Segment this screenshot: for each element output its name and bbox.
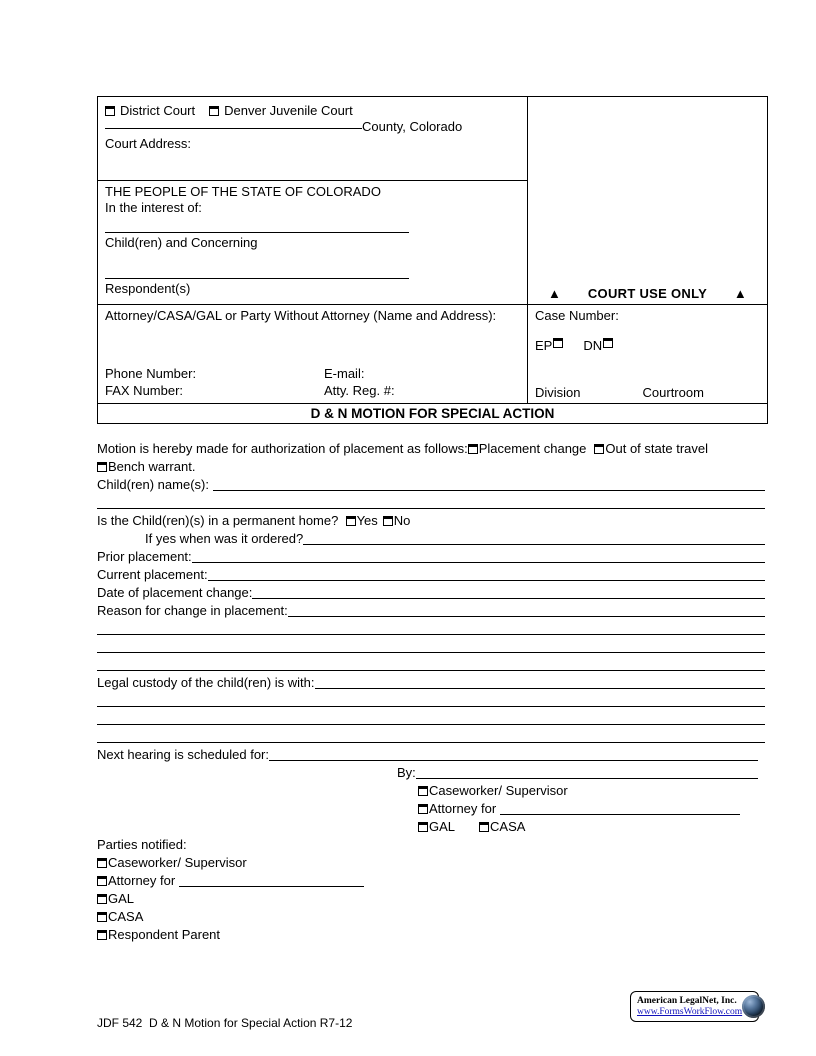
people-of-colorado-label: THE PEOPLE OF THE STATE OF COLORADO	[105, 184, 381, 199]
party-casa-checkbox[interactable]	[97, 912, 107, 922]
respondents-input-line[interactable]	[105, 251, 409, 281]
by-attorney-label: Attorney for	[429, 801, 500, 816]
dn-checkbox[interactable]	[603, 338, 613, 348]
party-respondent-label: Respondent Parent	[108, 927, 221, 942]
children-names-input-line[interactable]	[213, 476, 765, 494]
by-caseworker-label: Caseworker/ Supervisor	[429, 783, 568, 798]
current-placement-label: Current placement:	[97, 567, 208, 582]
attorney-block-label: Attorney/CASA/GAL or Party Without Attorney (Name and Address):	[105, 308, 497, 323]
by-label: By:	[397, 765, 416, 780]
blank-line-row	[97, 656, 765, 674]
bench-warrant-checkbox[interactable]	[97, 462, 107, 472]
formsworkflow-link[interactable]: www.FormsWorkFlow.com	[637, 1006, 743, 1017]
globe-icon	[742, 995, 765, 1018]
children-names-input-line-2[interactable]	[97, 494, 765, 512]
dn-label: DN	[583, 337, 603, 353]
permanent-home-label: Is the Child(ren)(s) in a permanent home?	[97, 513, 346, 528]
date-of-change-input-line[interactable]	[252, 584, 765, 602]
caption-table	[97, 96, 768, 424]
party-gal-row	[97, 890, 765, 908]
party-caseworker-checkbox[interactable]	[97, 858, 107, 868]
blank-line-row	[97, 494, 765, 512]
by-gal-checkbox[interactable]	[418, 822, 428, 832]
parties-notified-label: Parties notified:	[97, 837, 187, 852]
blank-line-row	[97, 710, 765, 728]
by-row	[97, 764, 765, 782]
children-input-line[interactable]	[105, 215, 409, 235]
party-attorney-row	[97, 872, 765, 890]
if-yes-label: If yes when was it ordered?	[145, 531, 304, 546]
legal-custody-input-line-4[interactable]	[97, 728, 765, 746]
courtroom-label: Courtroom	[642, 384, 704, 400]
current-placement-input-line[interactable]	[208, 566, 765, 584]
motion-intro-label: Motion is hereby made for authorization of placement as follows:	[97, 441, 468, 456]
court-use-cell	[528, 97, 767, 304]
party-casa-row	[97, 908, 765, 926]
respondents-label: Respondent(s)	[105, 280, 191, 296]
legalnet-badge	[630, 991, 759, 1022]
form-body	[97, 440, 765, 944]
reason-change-input-line[interactable]	[288, 602, 765, 620]
motion-intro-row	[97, 440, 765, 458]
district-court-checkbox[interactable]	[105, 106, 115, 116]
reason-change-input-line-2[interactable]	[97, 620, 765, 638]
by-attorney-row	[97, 800, 765, 818]
party-attorney-label: Attorney for	[108, 873, 179, 888]
attorney-cell	[98, 304, 527, 403]
bench-warrant-label: Bench warrant.	[108, 459, 196, 474]
fax-label: FAX Number:	[105, 383, 184, 398]
legalnet-company-label: American LegalNet, Inc.	[637, 995, 737, 1006]
current-placement-row	[97, 566, 765, 584]
court-selection-cell	[98, 97, 527, 180]
blank-line-row	[97, 620, 765, 638]
party-respondent-checkbox[interactable]	[97, 930, 107, 940]
ep-checkbox[interactable]	[553, 338, 563, 348]
reason-change-input-line-3[interactable]	[97, 638, 765, 656]
children-names-label: Child(ren) name(s):	[97, 477, 213, 492]
placement-change-label: Placement change	[478, 441, 587, 456]
children-names-row	[97, 476, 765, 494]
party-casa-label: CASA	[108, 909, 144, 924]
party-caseworker-label: Caseworker/ Supervisor	[108, 855, 247, 870]
prior-placement-row	[97, 548, 765, 566]
next-hearing-input-line[interactable]	[269, 746, 758, 764]
case-caption-cell	[98, 180, 527, 304]
party-gal-checkbox[interactable]	[97, 894, 107, 904]
permanent-home-yes-checkbox[interactable]	[346, 516, 356, 526]
date-of-change-row	[97, 584, 765, 602]
legal-custody-input-line-2[interactable]	[97, 692, 765, 710]
out-of-state-label: Out of state travel	[605, 441, 708, 456]
prior-placement-input-line[interactable]	[192, 548, 765, 566]
division-label: Division	[535, 384, 581, 400]
court-use-only-label: COURT USE ONLY	[587, 285, 708, 301]
parties-notified-row	[97, 836, 765, 854]
denver-juvenile-court-checkbox[interactable]	[209, 106, 219, 116]
if-yes-row	[97, 530, 765, 548]
court-use-triangle-left-icon: ▲	[548, 285, 562, 301]
party-caseworker-row	[97, 854, 765, 872]
party-attorney-checkbox[interactable]	[97, 876, 107, 886]
legal-custody-input-line[interactable]	[315, 674, 766, 692]
legal-custody-row	[97, 674, 765, 692]
yes-label: Yes	[356, 513, 378, 528]
permanent-home-no-checkbox[interactable]	[383, 516, 393, 526]
by-attorney-checkbox[interactable]	[418, 804, 428, 814]
case-number-label: Case Number:	[535, 308, 619, 323]
by-caseworker-row	[97, 782, 765, 800]
party-gal-label: GAL	[108, 891, 135, 906]
blank-line-row	[97, 692, 765, 710]
by-caseworker-checkbox[interactable]	[418, 786, 428, 796]
ep-label: EP	[535, 337, 553, 353]
by-input-line[interactable]	[416, 764, 758, 782]
by-attorney-input-line[interactable]	[500, 801, 740, 817]
children-concerning-label: Child(ren) and Concerning	[105, 235, 258, 250]
if-yes-input-line[interactable]	[303, 530, 765, 548]
atty-reg-label: Atty. Reg. #:	[324, 383, 395, 398]
no-label: No	[393, 513, 411, 528]
denver-juvenile-court-label: Denver Juvenile Court	[224, 103, 353, 118]
case-number-cell	[528, 304, 767, 403]
prior-placement-label: Prior placement:	[97, 549, 192, 564]
by-gal-casa-row	[97, 818, 765, 836]
next-hearing-row	[97, 746, 765, 764]
in-interest-label: In the interest of:	[105, 199, 202, 215]
court-use-triangle-right-icon: ▲	[733, 285, 747, 301]
blank-line-row	[97, 728, 765, 746]
party-attorney-input-line[interactable]	[179, 873, 364, 889]
bench-warrant-row	[97, 458, 765, 476]
reason-change-row	[97, 602, 765, 620]
legal-custody-label: Legal custody of the child(ren) is with:	[97, 675, 315, 690]
blank-line-row	[97, 638, 765, 656]
out-of-state-checkbox[interactable]	[594, 444, 604, 454]
next-hearing-label: Next hearing is scheduled for:	[97, 747, 269, 762]
district-court-label: District Court	[120, 103, 196, 118]
email-label: E-mail:	[324, 365, 365, 381]
by-casa-checkbox[interactable]	[479, 822, 489, 832]
permanent-home-row	[97, 512, 765, 530]
by-gal-label: GAL	[429, 819, 456, 834]
legal-custody-input-line-3[interactable]	[97, 710, 765, 728]
form-id-footer: JDF 542 D & N Motion for Special Action R7-12	[97, 1016, 353, 1030]
county-label: County, Colorado	[362, 118, 463, 134]
placement-change-checkbox[interactable]	[468, 444, 478, 454]
by-casa-label: CASA	[490, 819, 526, 834]
reason-change-label: Reason for change in placement:	[97, 603, 288, 618]
reason-change-input-line-4[interactable]	[97, 656, 765, 674]
form-title: D & N MOTION FOR SPECIAL ACTION	[98, 403, 767, 423]
phone-label: Phone Number:	[105, 365, 197, 381]
party-respondent-row	[97, 926, 765, 944]
date-of-change-label: Date of placement change:	[97, 585, 253, 600]
court-address-label: Court Address:	[105, 135, 191, 151]
